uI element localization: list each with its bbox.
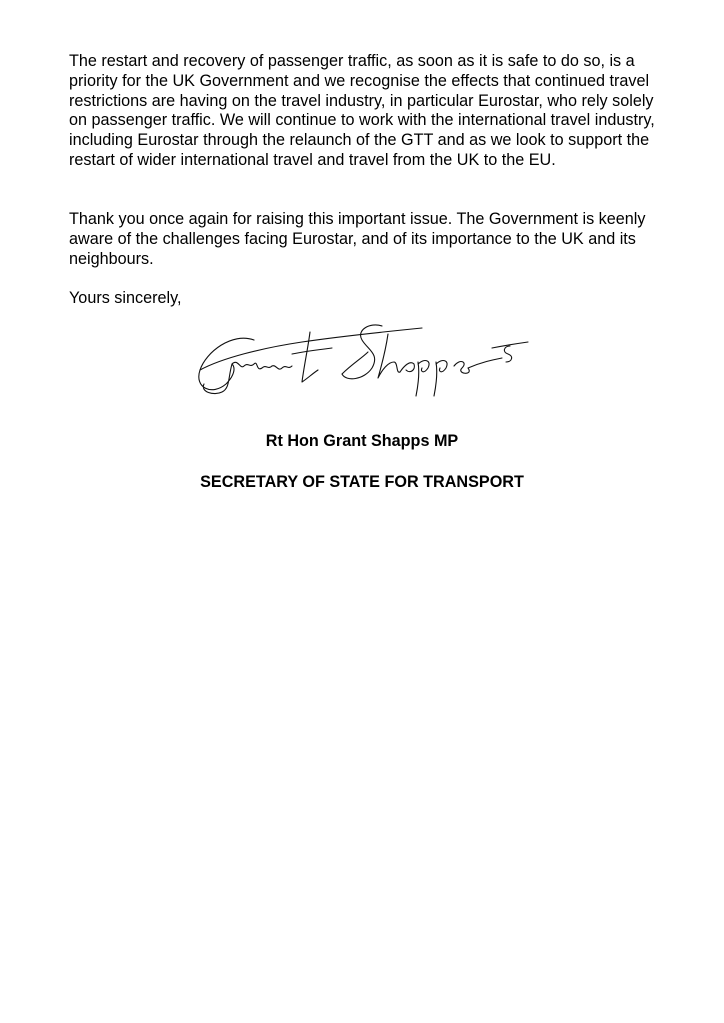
signatory-title: SECRETARY OF STATE FOR TRANSPORT	[200, 473, 524, 491]
signatory-name: Rt Hon Grant Shapps MP	[265, 432, 459, 450]
handwritten-signature	[192, 318, 537, 400]
letter-paragraph-1: The restart and recovery of passenger traffic, as soon as it is safe to do so, is a priority for the UK Government and we recognise the effects that continued travel restrictions are having on the travel industry, in particular Eurostar, who rely solely on passenger traffic. We will continue to work with the international travel industry, including Eurostar through the relaunch of the GTT and as we look to support the restart of wider international travel and travel from the UK to the EU.	[69, 52, 655, 169]
letter-paragraph-2: Thank you once again for raising this important issue. The Government is keenly aware of the challenges facing Eurostar, and of its importance to the UK and its neighbours.	[69, 210, 646, 268]
letter-closing: Yours sincerely,	[69, 289, 182, 307]
